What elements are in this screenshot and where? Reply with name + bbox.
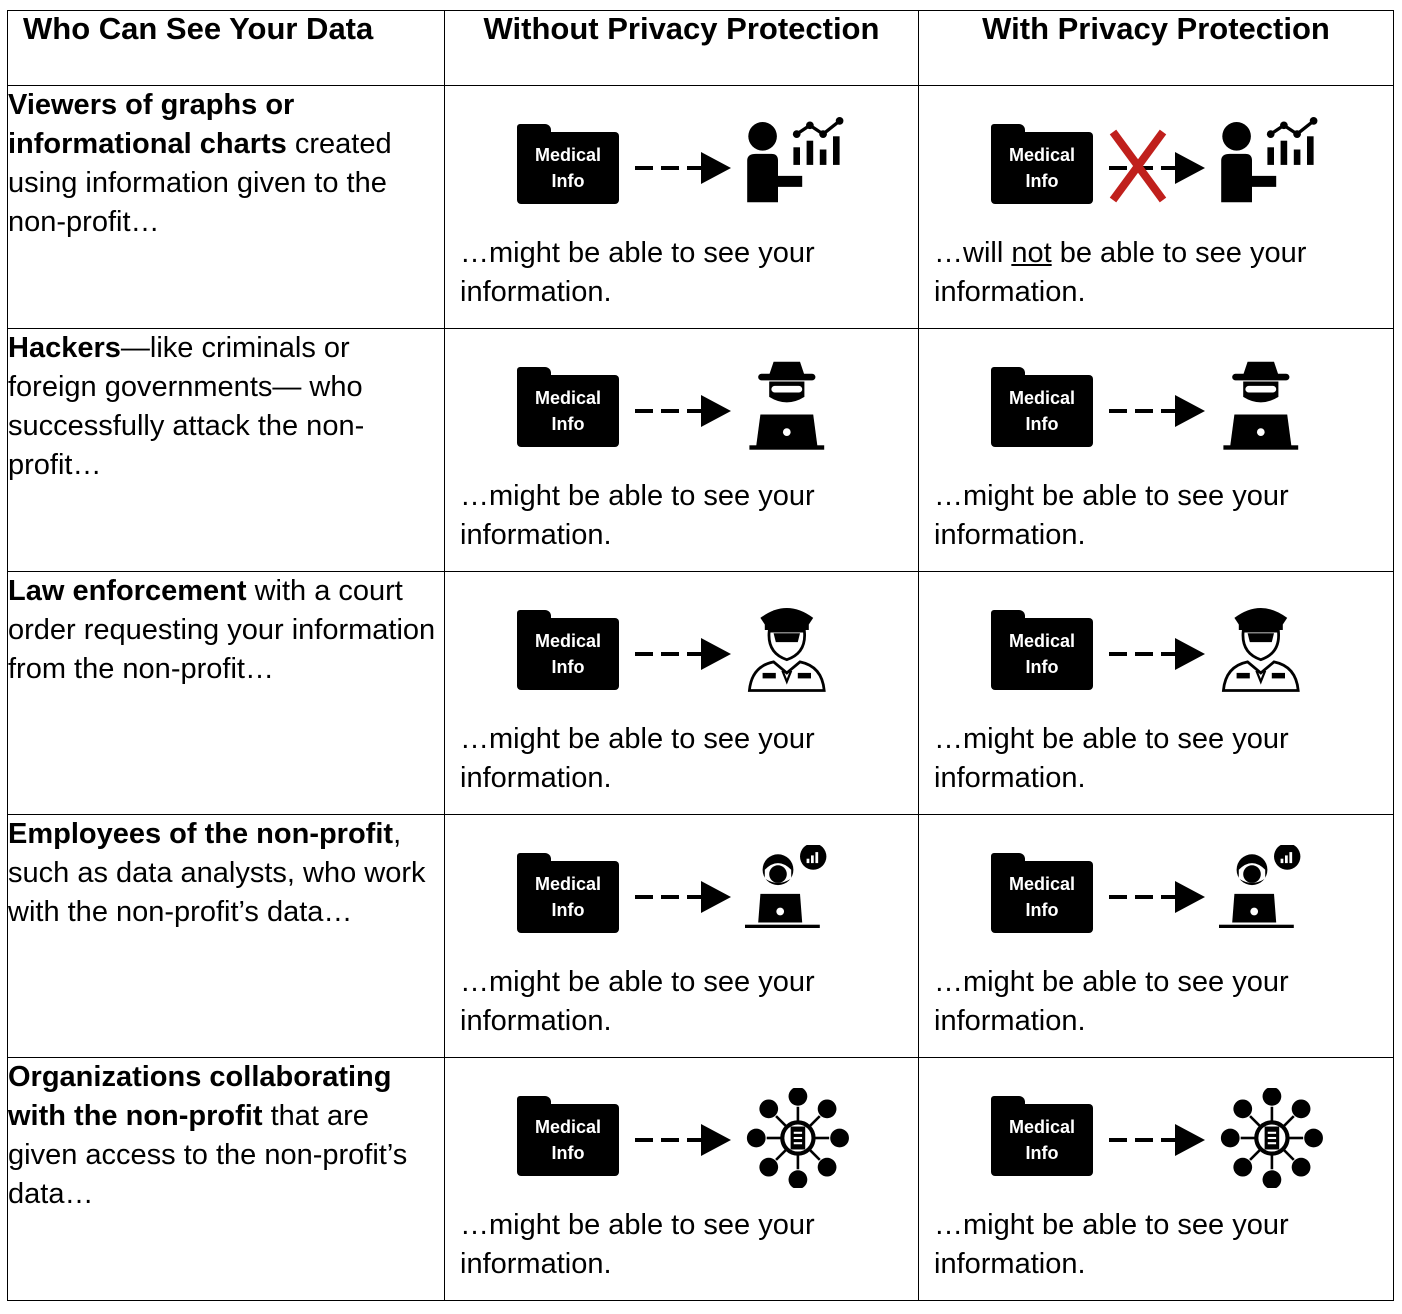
blocked-x-icon bbox=[1103, 126, 1173, 206]
caption: …might be able to see your information. bbox=[934, 723, 1289, 794]
header-with: With Privacy Protection bbox=[919, 11, 1394, 86]
medical-folder-icon: Medical Info bbox=[517, 853, 619, 933]
without-cell bbox=[445, 572, 919, 815]
without-cell bbox=[445, 815, 919, 1058]
table-row bbox=[8, 329, 1394, 572]
with-cell bbox=[919, 86, 1394, 329]
hacker-laptop-icon bbox=[1219, 359, 1329, 459]
with-cell bbox=[919, 329, 1394, 572]
with-cell bbox=[919, 1058, 1394, 1301]
medical-folder-icon: Medical Info bbox=[517, 610, 619, 690]
row-description: Viewers of graphs or informational charts created using information given to the non-profit… bbox=[8, 86, 445, 329]
medical-folder-icon: Medical Info bbox=[517, 1096, 619, 1176]
table-row bbox=[8, 86, 1394, 329]
hacker-laptop-icon bbox=[745, 359, 855, 459]
caption: …might be able to see your information. bbox=[934, 1209, 1289, 1280]
medical-folder-icon: Medical Info bbox=[991, 1096, 1093, 1176]
table-row bbox=[8, 572, 1394, 815]
caption: …might be able to see your information. bbox=[934, 966, 1289, 1037]
header-row bbox=[8, 11, 1394, 86]
dashed-arrow-icon bbox=[635, 391, 735, 431]
dashed-arrow-icon bbox=[635, 634, 735, 674]
caption: …might be able to see your information. bbox=[460, 480, 815, 551]
caption: …might be able to see your information. bbox=[460, 723, 815, 794]
presenter-chart-icon bbox=[745, 116, 855, 216]
police-officer-icon bbox=[1219, 602, 1329, 702]
row-description: Employees of the non-profit, such as data analysts, who work with the non-profit’s data… bbox=[8, 815, 445, 1058]
table-row bbox=[8, 1058, 1394, 1301]
dashed-arrow-icon bbox=[1109, 634, 1209, 674]
table-row bbox=[8, 815, 1394, 1058]
without-cell bbox=[445, 86, 919, 329]
dashed-arrow-icon bbox=[1109, 1120, 1209, 1160]
dashed-arrow-icon bbox=[635, 1120, 735, 1160]
dashed-arrow-icon bbox=[635, 877, 735, 917]
without-cell bbox=[445, 329, 919, 572]
medical-folder-icon: Medical Info bbox=[517, 367, 619, 447]
privacy-comparison-table bbox=[7, 10, 1394, 1301]
row-description: Hackers—like criminals or foreign governments— who successfully attack the non-profit… bbox=[8, 329, 445, 572]
dashed-arrow-icon bbox=[635, 148, 735, 188]
with-cell bbox=[919, 815, 1394, 1058]
caption: …might be able to see your information. bbox=[460, 1209, 815, 1280]
row-description: Law enforcement with a court order requesting your information from the non-profit… bbox=[8, 572, 445, 815]
medical-folder-icon: Medical Info bbox=[991, 124, 1093, 204]
medical-folder-icon: Medical Info bbox=[991, 853, 1093, 933]
caption: …might be able to see your information. bbox=[934, 480, 1289, 551]
caption: …might be able to see your information. bbox=[460, 237, 815, 308]
caption: …might be able to see your information. bbox=[460, 966, 815, 1037]
medical-folder-icon: Medical Info bbox=[517, 124, 619, 204]
network-organizations-icon bbox=[745, 1088, 855, 1188]
police-officer-icon bbox=[745, 602, 855, 702]
header-who: Who Can See Your Data bbox=[8, 11, 445, 86]
analyst-laptop-icon bbox=[1219, 845, 1329, 945]
header-without: Without Privacy Protection bbox=[445, 11, 919, 86]
network-organizations-icon bbox=[1219, 1088, 1329, 1188]
analyst-laptop-icon bbox=[745, 845, 855, 945]
dashed-arrow-icon bbox=[1109, 391, 1209, 431]
row-description: Organizations collaborating with the non-profit that are given access to the non-profit’s data… bbox=[8, 1058, 445, 1301]
presenter-chart-icon bbox=[1219, 116, 1329, 216]
without-cell bbox=[445, 1058, 919, 1301]
dashed-arrow-icon bbox=[1109, 877, 1209, 917]
medical-folder-icon: Medical Info bbox=[991, 610, 1093, 690]
caption: …will not be able to see your information. bbox=[934, 237, 1307, 308]
with-cell bbox=[919, 572, 1394, 815]
medical-folder-icon: Medical Info bbox=[991, 367, 1093, 447]
